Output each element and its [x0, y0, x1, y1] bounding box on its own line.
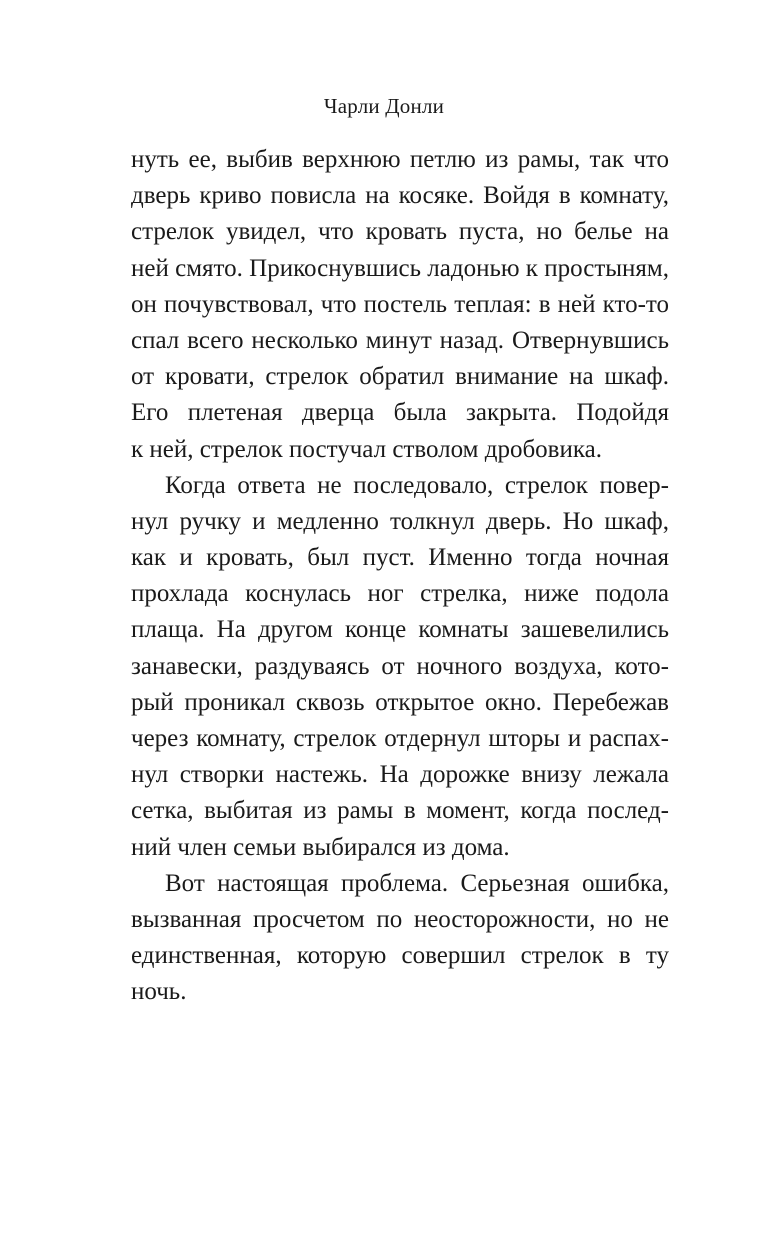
text-line: нул ручку и медленно толкнул дверь. Но шкаф,	[131, 507, 669, 535]
text-line: Вот настоящая проблема. Серьезная ошибка,	[165, 869, 669, 897]
body-text	[131, 142, 669, 1011]
text-line: занавески, раздуваясь от ночного воздуха, кото-	[131, 652, 669, 680]
text-line: плаща. На другом конце комнаты зашевелились	[131, 616, 669, 644]
text-line: спал всего несколько минут назад. Отвернувшись	[131, 326, 669, 354]
text-line: рый проникал сквозь открытое окно. Перебежав	[131, 688, 669, 716]
text-line: ней смято. Прикоснувшись ладонью к простыням,	[131, 254, 669, 282]
text-line: ночь.	[131, 978, 187, 1006]
text-line: через комнату, стрелок отдернул шторы и распах-	[131, 725, 669, 752]
text-line: Когда ответа не последовало, стрелок повер-	[165, 471, 669, 499]
text-line: вызванная просчетом по неосторожности, но не	[131, 905, 669, 933]
text-line: стрелок увидел, что кровать пуста, но белье на	[131, 218, 669, 246]
text-line: к ней, стрелок постучал стволом дробовика.	[131, 435, 602, 463]
text-line: от кровати, стрелок обратил внимание на шкаф.	[131, 363, 669, 391]
text-line: Его плетеная дверца была закрыта. Подойдя	[131, 399, 669, 427]
running-head-author: Чарли Донли	[323, 94, 445, 118]
text-line: дверь криво повисла на косяке. Войдя в комнату,	[131, 182, 669, 210]
text-line: он почувствовал, что постель теплая: в ней кто-то	[131, 290, 669, 318]
text-line: сетка, выбитая из рамы в момент, когда послед-	[131, 797, 669, 825]
text-line: ний член семьи выбирался из дома.	[131, 833, 510, 861]
text-line: единственная, которую совершил стрелок в ту	[131, 942, 669, 970]
text-line: нул створки настежь. На дорожке внизу лежала	[131, 761, 669, 789]
text-line: как и кровать, был пуст. Именно тогда ночная	[131, 544, 669, 572]
text-line: прохлада коснулась ног стрелка, ниже подола	[131, 580, 669, 608]
text-line: нуть ее, выбив верхнюю петлю из рамы, так что	[131, 146, 669, 173]
